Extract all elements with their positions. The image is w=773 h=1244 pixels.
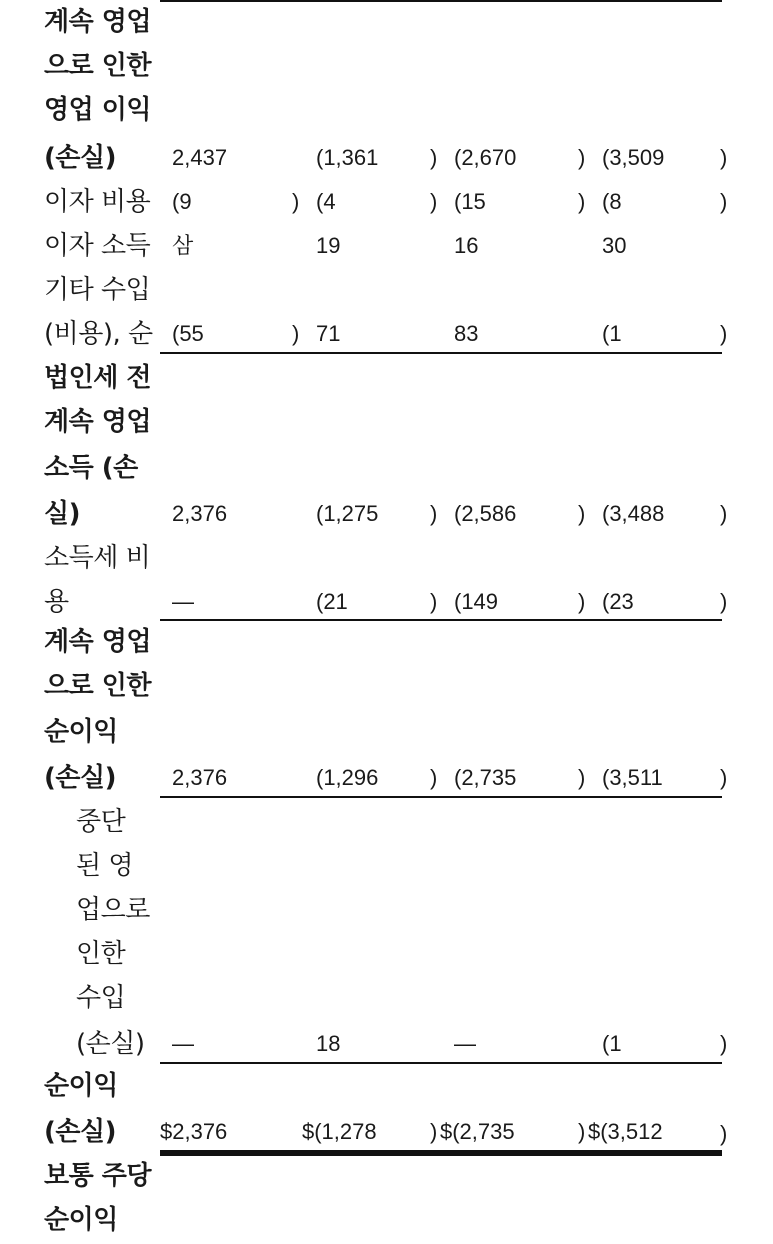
cell-net-income-col1: $2,376 [160,1119,228,1144]
row-label-eps-line1: 보통 주당 [44,1161,152,1191]
row-label-continuing-net-income-line3: 순이익 [44,717,118,747]
paren-income-tax-col3: ) [578,589,586,614]
cell-discontinued-col3: — [454,1031,476,1056]
cell-net-income-col3: $(2,735 [440,1119,515,1144]
cell-operating-income-col2: (1,361 [316,145,379,170]
double-rule-after-net-income [160,1150,722,1156]
row-label-discontinued-line3: 업으로 [76,895,150,925]
rule-after-income-tax [160,619,722,621]
cell-continuing-net-income-col1: 2,376 [172,765,228,790]
row-label-pretax-income-line3: 소득 (손 [44,453,138,483]
row-label-operating-income-line4: (손실) [44,143,116,173]
cell-interest-expense-col4: (8 [602,189,622,214]
cell-other-income-col3: 83 [454,321,479,346]
cell-interest-income-col1: 삼 [172,233,194,258]
rule-after-continuing-net-income [160,796,722,798]
row-label-pretax-income-line1: 법인세 전 [44,363,152,393]
row-label-operating-income-line2: 으로 인한 [44,51,152,81]
row-label-other-income-line2: (비용), 순 [44,319,153,349]
row-label-pretax-income-line4: 실) [44,499,80,529]
row-label-income-tax-line2: 용 [44,587,69,617]
cell-pretax-income-col4: (3,488 [602,501,665,526]
row-label-pretax-income-line2: 계속 영업 [44,407,152,437]
row-label-interest-income: 이자 소득 [44,231,151,261]
row-label-net-income-line2: (손실) [44,1117,116,1147]
paren-interest-expense-col4: ) [720,189,728,214]
row-label-discontinued-line4: 인한 [76,939,126,969]
cell-operating-income-col3: (2,670 [454,145,517,170]
paren-net-income-col4: ) [720,1121,728,1146]
paren-operating-income-col4: ) [720,145,728,170]
paren-continuing-net-income-col3: ) [578,765,586,790]
cell-other-income-col4: (1 [602,321,622,346]
cell-interest-income-col4: 30 [602,233,627,258]
cell-discontinued-col1: — [172,1031,194,1056]
cell-interest-income-col2: 19 [316,233,341,258]
row-label-eps-line2: 순이익 [44,1205,118,1235]
paren-continuing-net-income-col2: ) [430,765,438,790]
row-label-discontinued-line1: 중단 [76,807,126,837]
paren-interest-expense-col2: ) [430,189,438,214]
cell-income-tax-col2: (21 [316,589,348,614]
paren-income-tax-col4: ) [720,589,728,614]
paren-other-income-col4: ) [720,321,728,346]
row-label-discontinued-line6: (손실) [76,1029,145,1059]
row-label-continuing-net-income-line1: 계속 영업 [44,627,152,657]
cell-interest-income-col3: 16 [454,233,479,258]
top-rule [160,0,722,2]
paren-interest-expense-col1: ) [292,189,300,214]
cell-other-income-col2: 71 [316,321,341,346]
row-label-income-tax-line1: 소득세 비 [44,543,151,573]
cell-operating-income-col1: 2,437 [172,145,228,170]
cell-pretax-income-col1: 2,376 [172,501,228,526]
row-label-other-income-line1: 기타 수입 [44,275,151,305]
row-label-continuing-net-income-line4: (손실) [44,763,116,793]
cell-net-income-col4: $(3,512 [588,1119,663,1144]
paren-operating-income-col3: ) [578,145,586,170]
cell-pretax-income-col2: (1,275 [316,501,379,526]
paren-pretax-income-col3: ) [578,501,586,526]
row-label-discontinued-line2: 된 영 [76,851,133,881]
cell-interest-expense-col3: (15 [454,189,486,214]
cell-net-income-col2: $(1,278 [302,1119,377,1144]
row-label-continuing-net-income-line2: 으로 인한 [44,671,152,701]
paren-other-income-col1: ) [292,321,300,346]
paren-income-tax-col2: ) [430,589,438,614]
paren-net-income-col2: ) [430,1119,438,1144]
cell-discontinued-col4: (1 [602,1031,622,1056]
cell-continuing-net-income-col3: (2,735 [454,765,517,790]
cell-other-income-col1: (55 [172,321,204,346]
paren-pretax-income-col4: ) [720,501,728,526]
paren-discontinued-col4: ) [720,1031,728,1056]
row-label-discontinued-line5: 수입 [76,983,126,1013]
paren-interest-expense-col3: ) [578,189,586,214]
paren-pretax-income-col2: ) [430,501,438,526]
cell-interest-expense-col1: (9 [172,189,192,214]
cell-interest-expense-col2: (4 [316,189,336,214]
row-label-net-income-line1: 순이익 [44,1071,118,1101]
rule-after-discontinued [160,1062,722,1064]
cell-income-tax-col1: — [172,589,194,614]
cell-continuing-net-income-col2: (1,296 [316,765,379,790]
rule-after-other-income [160,352,722,354]
cell-income-tax-col3: (149 [454,589,499,614]
paren-continuing-net-income-col4: ) [720,765,728,790]
cell-income-tax-col4: (23 [602,589,634,614]
paren-net-income-col3: ) [578,1119,586,1144]
cell-continuing-net-income-col4: (3,511 [602,765,663,790]
cell-discontinued-col2: 18 [316,1031,341,1056]
cell-operating-income-col4: (3,509 [602,145,665,170]
row-label-operating-income-line1: 계속 영업 [44,7,152,37]
cell-pretax-income-col3: (2,586 [454,501,517,526]
row-label-operating-income-line3: 영업 이익 [44,95,152,125]
row-label-interest-expense: 이자 비용 [44,187,151,217]
paren-operating-income-col2: ) [430,145,438,170]
